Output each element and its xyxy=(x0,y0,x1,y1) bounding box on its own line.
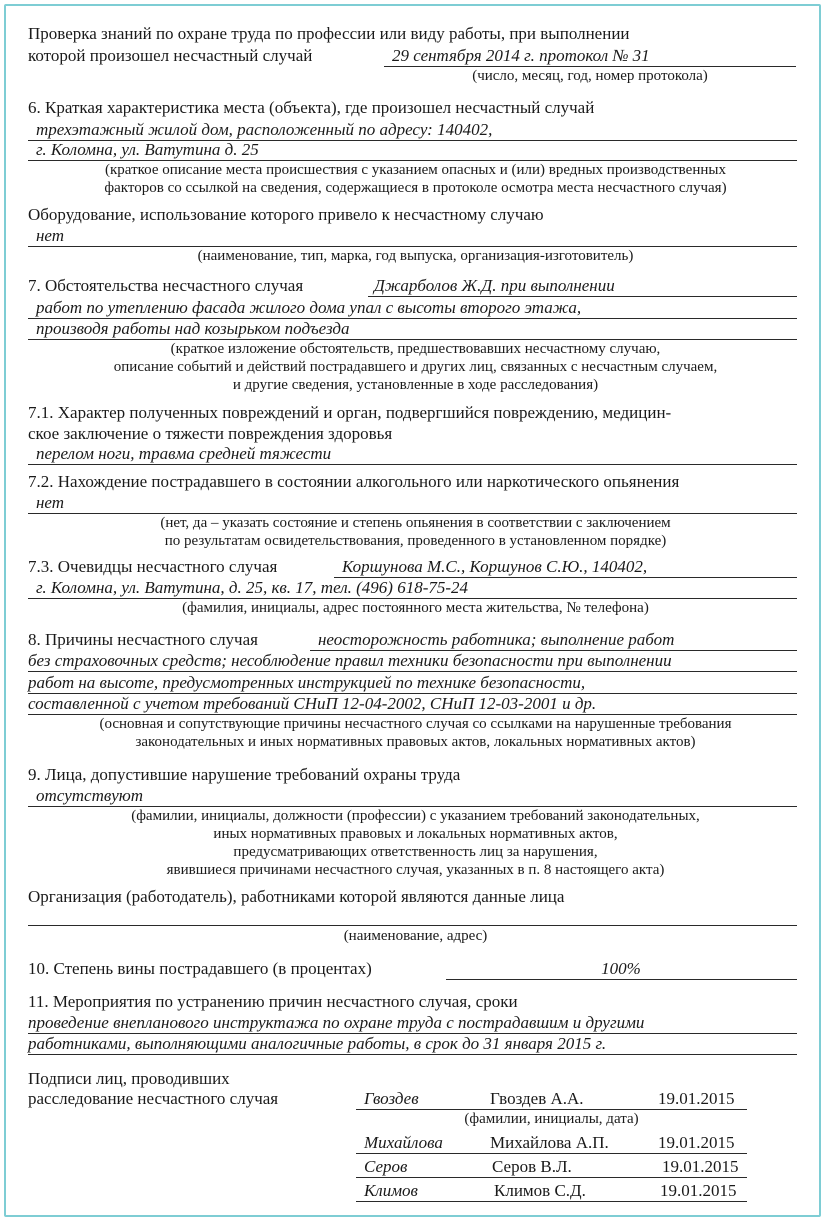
p72-text: 7.2. Нахождение пострадавшего в состоянии алкогольного или наркотического опьянения xyxy=(28,472,680,491)
p71-value: перелом ноги, травма средней тяжести xyxy=(36,444,332,463)
p11-underline2 xyxy=(28,1054,797,1055)
p8-value-line2: без страховочных средств; несоблюдение правил техники безопасности при выполнении xyxy=(28,651,672,670)
p11-text: 11. Мероприятия по устранению причин несчастного случая, сроки xyxy=(28,992,518,1011)
p6-value-line1: трехэтажный жилой дом, расположенный по адресу: 140402, xyxy=(36,120,493,139)
equipment-value: нет xyxy=(36,226,65,245)
p7-value-line2: работ по утеплению фасада жилого дома упал с высоты второго этажа, xyxy=(36,298,582,317)
signature-date: 19.01.2015 xyxy=(658,1089,735,1108)
p8-caption-line2: законодательных и иных нормативных правовых актов, локальных нормативных актов) xyxy=(135,734,696,750)
p10-value: 100% xyxy=(601,959,641,978)
p8-underline2 xyxy=(28,671,797,672)
p5-text-line2: которой произошел несчастный случай xyxy=(28,46,313,65)
p7-value-line3: производя работы над козырьком подъезда xyxy=(36,319,350,338)
signature-date: 19.01.2015 xyxy=(658,1133,735,1152)
p6-text: 6. Краткая характеристика места (объекта), где произошел несчастный случай xyxy=(28,98,595,117)
p9-caption-line3: предусматривающих ответственность лиц за нарушения, xyxy=(233,844,598,860)
signatures-caption: (фамилии, инициалы, дата) xyxy=(464,1111,639,1127)
signature-name: Климов С.Д. xyxy=(494,1181,586,1200)
signature-date: 19.01.2015 xyxy=(660,1181,737,1200)
p72-value: нет xyxy=(36,493,65,512)
p7-caption-line1: (краткое изложение обстоятельств, предшествовавших несчастному случаю, xyxy=(170,341,661,357)
p6-caption-line1: (краткое описание места происшествия с указанием опасных и (или) вредных производственных xyxy=(105,162,726,178)
p9-text: 9. Лица, допустившие нарушение требований охраны труда xyxy=(28,765,461,784)
p5-text-line1: Проверка знаний по охране труда по профессии или виду работы, при выполнении xyxy=(28,24,630,43)
p71-text-line1: 7.1. Характер полученных повреждений и орган, подвергшийся повреждению, медицин- xyxy=(28,403,672,422)
p73-text: 7.3. Очевидцы несчастного случая xyxy=(28,557,278,576)
organization-text: Организация (работодатель), работниками которой являются данные лица xyxy=(28,887,565,906)
p8-text: 8. Причины несчастного случая xyxy=(28,630,258,649)
p7-value-line1: Джарболов Ж.Д. при выполнении xyxy=(374,276,615,295)
signatures-text-line1: Подписи лиц, проводивших xyxy=(28,1069,230,1088)
p9-caption-line4: явившиеся причинами несчастного случая, указанных в п. 8 настоящего акта) xyxy=(166,862,665,878)
p11-value-line1: проведение внепланового инструктажа по охране труда с пострадавшим и другими xyxy=(28,1013,645,1032)
p9-caption-line2: иных нормативных правовых и локальных нормативных актов, xyxy=(213,826,618,842)
p71-underline xyxy=(28,464,797,465)
p73-caption: (фамилия, инициалы, адрес постоянного места жительства, № телефона) xyxy=(182,600,649,616)
signature-name: Серов В.Л. xyxy=(492,1157,572,1176)
p7-caption-line2: описание событий и действий пострадавшего и других лиц, связанных с несчастным случаем, xyxy=(113,359,718,375)
signature-image: Климов xyxy=(364,1181,418,1200)
signature-image: Гвоздев xyxy=(364,1089,419,1108)
signature-image: Серов xyxy=(364,1157,408,1176)
p8-value-line3: работ на высоте, предусмотренных инструкцией по технике безопасности, xyxy=(28,673,586,692)
p11-value-line2: работниками, выполняющими аналогичные работы, в срок до 31 января 2015 г. xyxy=(28,1034,607,1053)
p10-underline xyxy=(446,979,797,980)
p8-value-line1: неосторожность работника; выполнение работ xyxy=(318,630,675,649)
p73-value-line1: Коршунова М.С., Коршунов С.Ю., 140402, xyxy=(342,557,648,576)
p9-caption-line1: (фамилии, инициалы, должности (профессии) с указанием требований законодательных, xyxy=(131,808,700,824)
signature-underline xyxy=(356,1201,747,1202)
signatures-text-line2: расследование несчастного случая xyxy=(28,1089,279,1108)
signature-date: 19.01.2015 xyxy=(662,1157,739,1176)
signature-name: Гвоздев А.А. xyxy=(490,1089,584,1108)
p8-value-line4: составленной с учетом требований СНиП 12-04-2002, СНиП 12-03-2001 и др. xyxy=(28,694,597,713)
p72-caption-line1: (нет, да – указать состояние и степень опьянения в соответствии с заключением xyxy=(160,515,671,531)
p9-value: отсутствуют xyxy=(36,786,144,805)
p5-caption: (число, месяц, год, номер протокола) xyxy=(472,68,708,84)
p7-underline1 xyxy=(368,296,797,297)
p10-text: 10. Степень вины пострадавшего (в процентах) xyxy=(28,959,372,978)
organization-caption: (наименование, адрес) xyxy=(343,928,488,944)
equipment-text: Оборудование, использование которого привело к несчастному случаю xyxy=(28,205,544,224)
p7-text: 7. Обстоятельства несчастного случая xyxy=(28,276,304,295)
p71-text-line2: ское заключение о тяжести повреждения здоровья xyxy=(28,424,393,443)
organization-underline xyxy=(28,925,797,926)
p6-value-line2: г. Коломна, ул. Ватутина д. 25 xyxy=(36,140,259,159)
signature-image: Михайлова xyxy=(364,1133,443,1152)
signature-underline xyxy=(356,1177,747,1178)
p73-value-line2: г. Коломна, ул. Ватутина, д. 25, кв. 17, тел. (496) 618-75-24 xyxy=(36,578,469,597)
p7-caption-line3: и другие сведения, установленные в ходе расследования) xyxy=(232,377,599,393)
p6-caption-line2: факторов со ссылкой на сведения, содержащиеся в протоколе осмотра места несчастного случая) xyxy=(104,180,727,196)
signature-underline xyxy=(356,1153,747,1154)
p5-value: 29 сентября 2014 г. протокол № 31 xyxy=(392,46,650,65)
equipment-caption: (наименование, тип, марка, год выпуска, организация-изготовитель) xyxy=(197,248,634,264)
p8-caption-line1: (основная и сопутствующие причины несчастного случая со ссылками на нарушенные требования xyxy=(99,716,732,732)
p72-caption-line2: по результатам освидетельствования, проведенного в установленном порядке) xyxy=(164,533,667,549)
signature-name: Михайлова А.П. xyxy=(490,1133,609,1152)
